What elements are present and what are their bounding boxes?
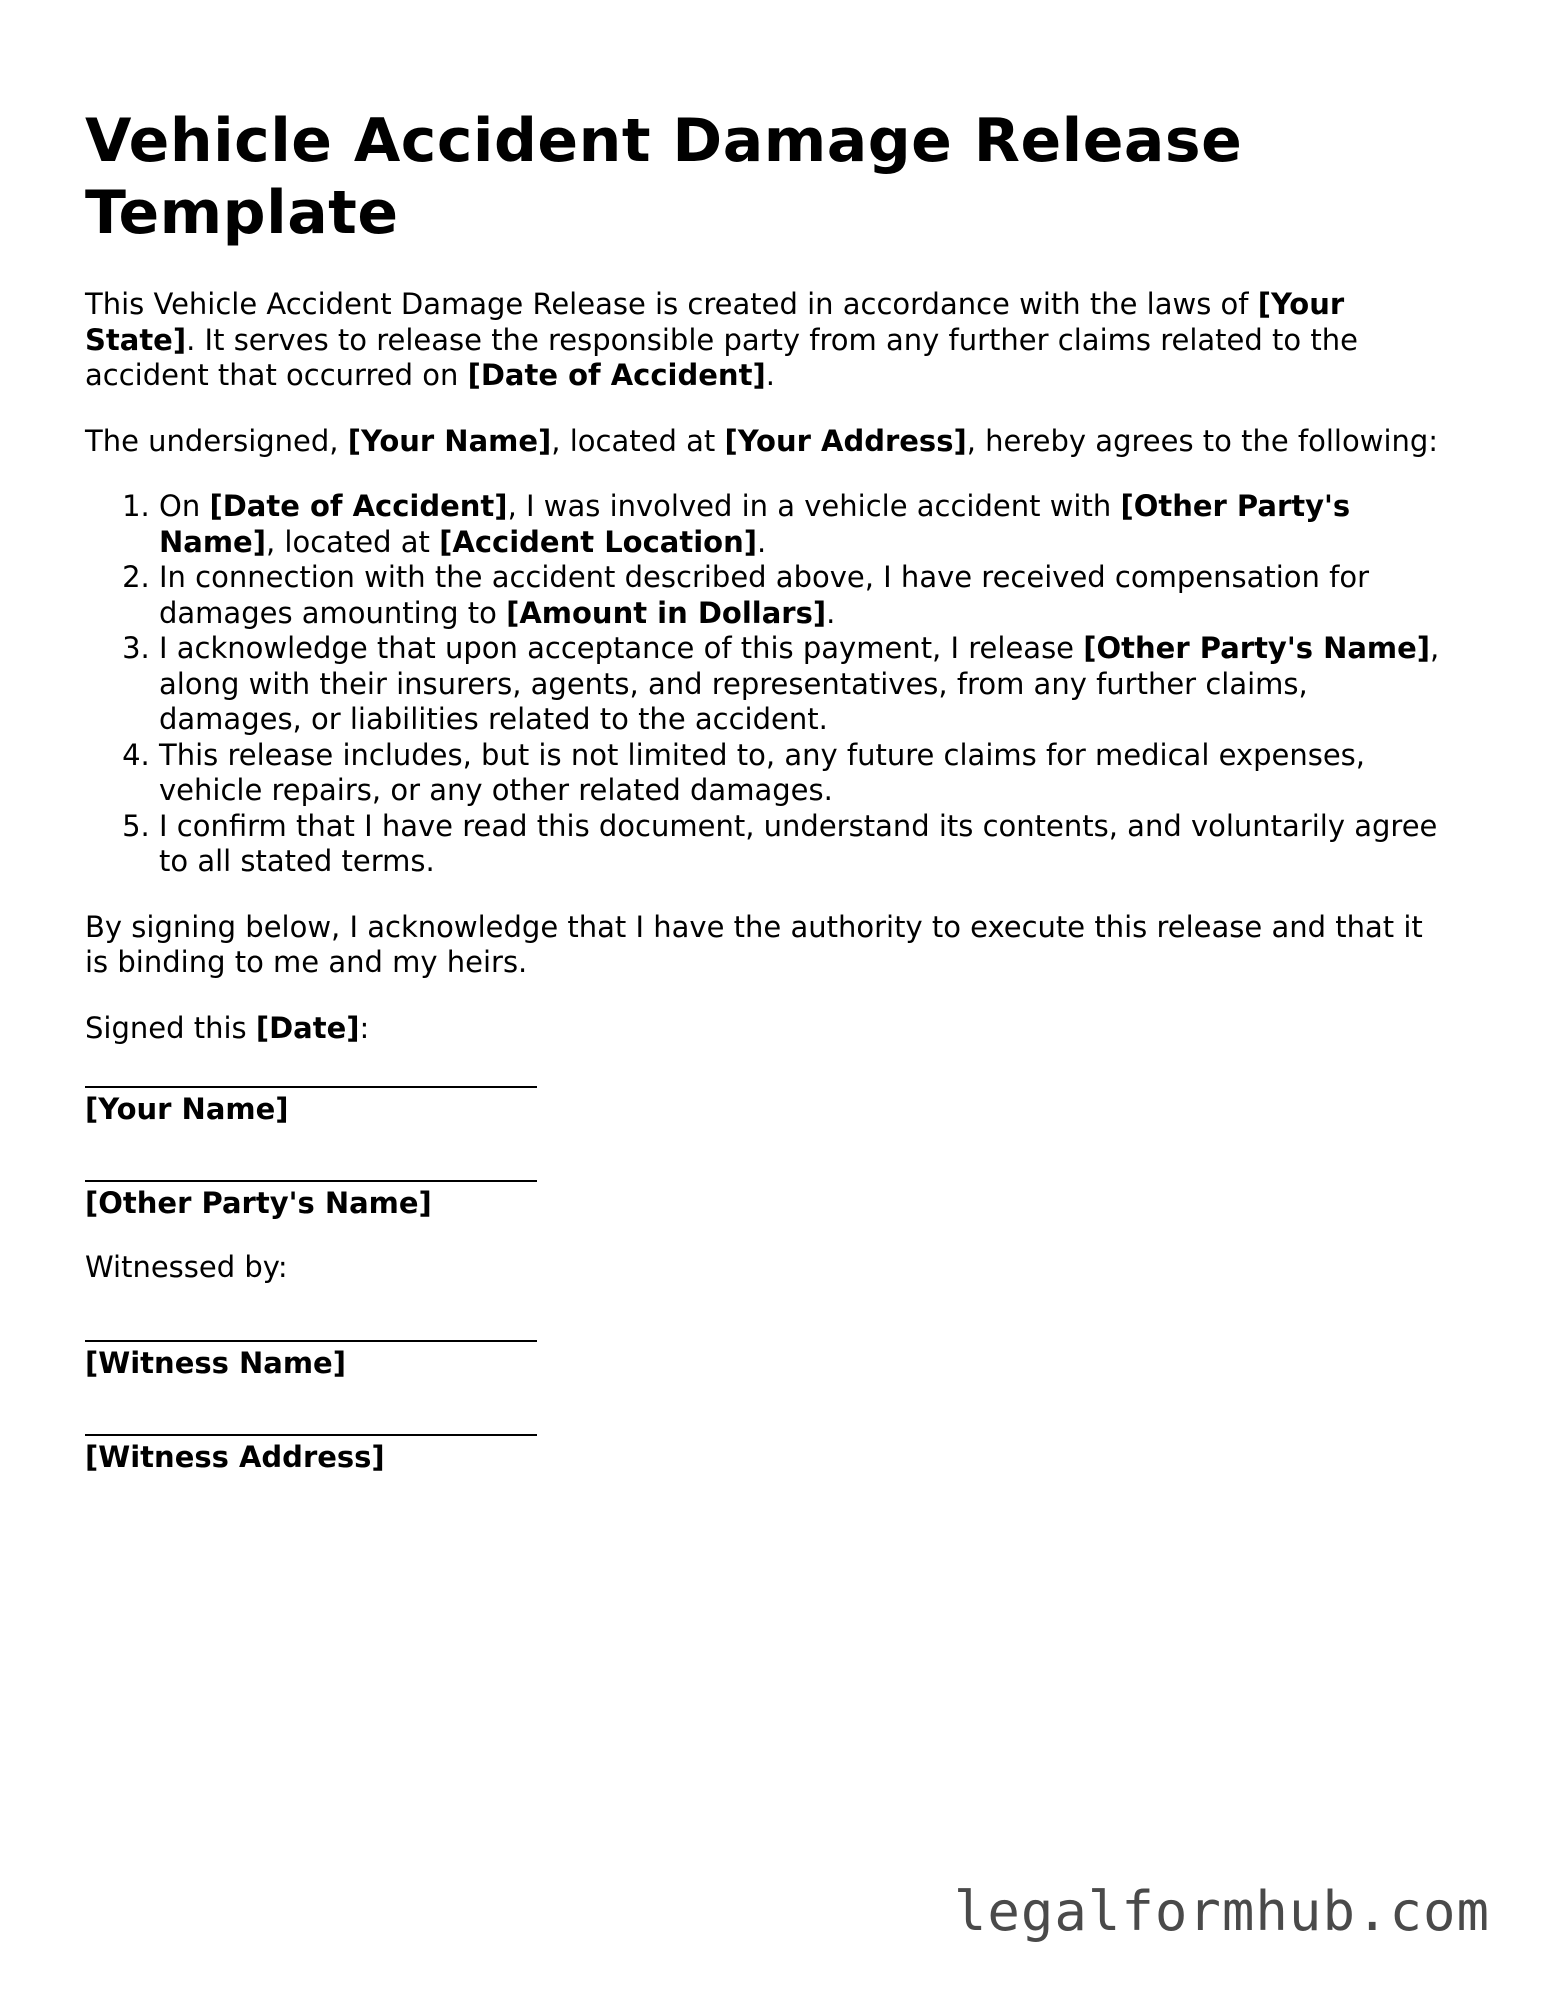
list-item: [159, 560, 1445, 631]
term-1-text-4: .: [756, 524, 767, 559]
signed-text-2: :: [359, 1010, 370, 1045]
witness-name-line[interactable]: [85, 1340, 537, 1342]
list-item: [159, 738, 1445, 809]
term-1-text-1: On: [159, 489, 210, 523]
term-1-text-2: , I was involved in a vehicle accident with: [507, 489, 1121, 523]
undersigned-text-2: , located at: [551, 423, 725, 458]
term-2-text-1: In connection with the accident described above, I have received compensation for damages amounting to: [159, 560, 1369, 630]
your-name-placeholder: [Your Name]: [347, 423, 552, 458]
undersigned-paragraph: [85, 424, 1445, 460]
site-watermark: legalformhub.com: [953, 1880, 1490, 1943]
witnessed-by-label: Witnessed by:: [85, 1250, 288, 1284]
your-name-signature-label: [Your Name]: [85, 1092, 289, 1126]
intro-text-1: This Vehicle Accident Damage Release is created in accordance with the laws of: [85, 287, 1258, 321]
undersigned-text-1: The undersigned,: [85, 423, 348, 458]
terms-list: [85, 489, 1445, 880]
signed-date-placeholder: [Date]: [255, 1010, 360, 1045]
undersigned-text-3: , hereby agrees to the following:: [966, 423, 1439, 458]
other-party-signature-label: [Other Party's Name]: [85, 1186, 432, 1220]
term-3-text-1: I acknowledge that upon acceptance of this payment, I release: [159, 631, 1084, 665]
witness-name-block: [85, 1340, 1445, 1380]
list-item: [159, 631, 1445, 738]
term-2-text-2: .: [826, 595, 836, 630]
your-address-placeholder: [Your Address]: [724, 423, 967, 458]
term-3-other-party-placeholder: [Other Party's Name]: [1083, 631, 1431, 665]
other-party-signature-block: [85, 1180, 1445, 1220]
document-title: Vehicle Accident Damage Release Template: [85, 106, 1243, 248]
term-1-other-party-placeholder: [Other Party's Name]: [159, 489, 1351, 559]
term-5-text-1: I confirm that I have read this document, understand its contents, and voluntarily agree to all stated terms.: [159, 808, 1438, 878]
term-4-text-1: This release includes, but is not limited to, any future claims for medical expenses, vehicle repairs, or any other related damages.: [159, 737, 1366, 807]
your-signature-block: [85, 1086, 1445, 1126]
intro-text-3: .: [765, 358, 775, 392]
list-item: [159, 809, 1445, 880]
list-item: [159, 489, 1445, 560]
signed-date-line: [85, 1011, 1445, 1047]
witness-address-line[interactable]: [85, 1434, 537, 1436]
intro-paragraph: [85, 287, 1445, 394]
intro-text-2: . It serves to release the responsible party from any further claims related to the accident that occurred on: [85, 322, 1358, 392]
signing-statement: By signing below, I acknowledge that I have the authority to execute this release and that it is binding to me and my heirs.: [85, 909, 1423, 979]
signed-text-1: Signed this: [85, 1010, 256, 1045]
term-1-text-3: , located at: [265, 524, 440, 559]
date-of-accident-placeholder: [Date of Accident]: [467, 358, 766, 392]
document-page: [85, 105, 1445, 1474]
term-1-date-placeholder: [Date of Accident]: [209, 489, 508, 523]
term-2-amount-placeholder: [Amount in Dollars]: [506, 595, 827, 630]
term-1-location-placeholder: [Accident Location]: [439, 524, 757, 559]
term-3-text-2: , along with their insurers, agents, and representatives, from any further claims, damages, or liabilities related to the accident.: [159, 631, 1440, 736]
witness-address-label: [Witness Address]: [85, 1439, 385, 1474]
your-signature-line[interactable]: [85, 1086, 537, 1088]
witness-address-block: [85, 1434, 1445, 1474]
witness-name-label: [Witness Name]: [85, 1345, 346, 1380]
other-party-signature-line[interactable]: [85, 1180, 537, 1182]
your-state-placeholder: [Your State]: [85, 287, 1345, 357]
